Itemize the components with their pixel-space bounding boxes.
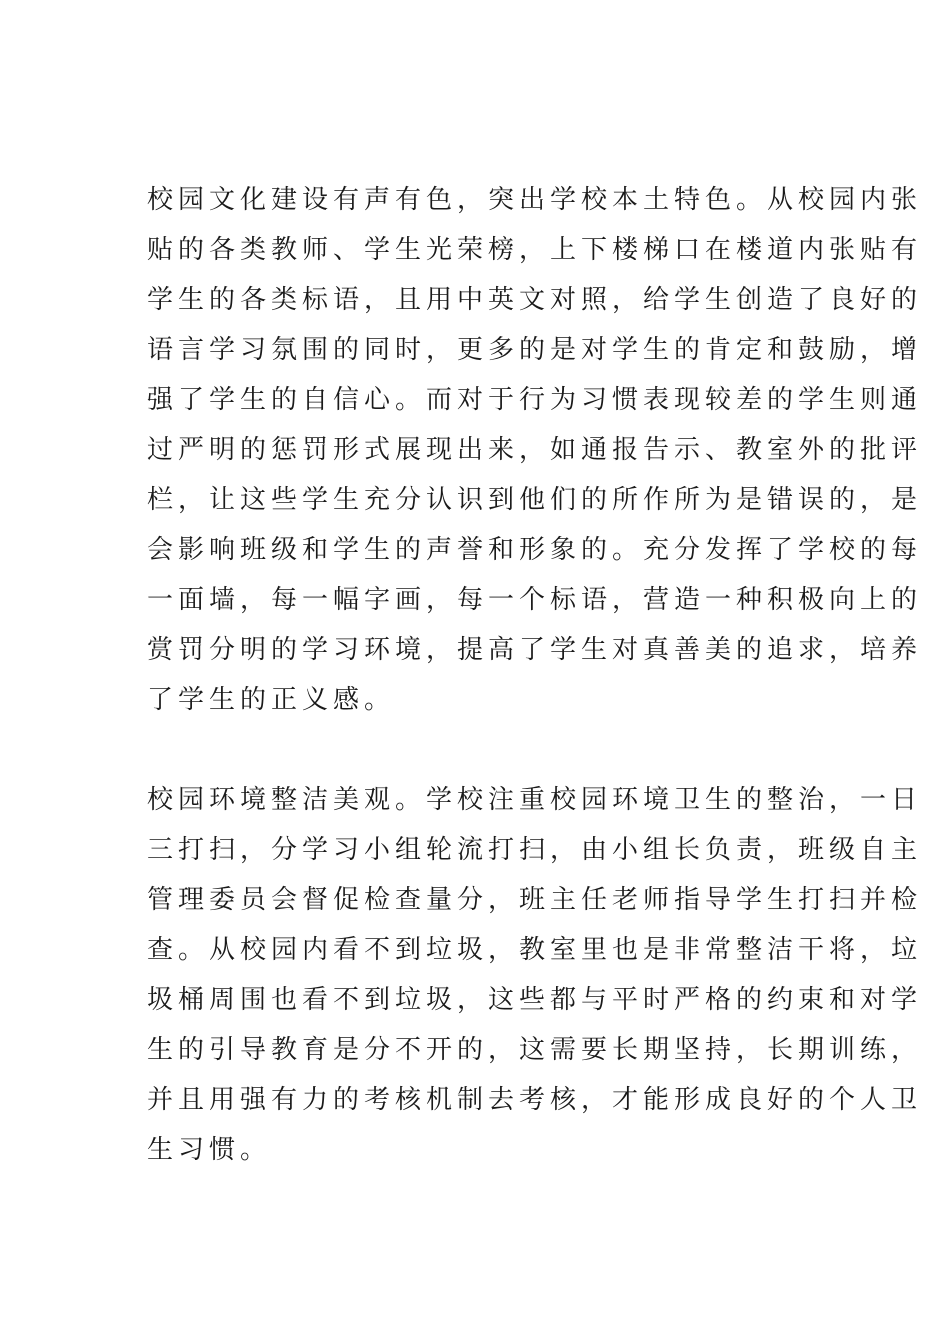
paragraph-1-line-2: 贴的各类教师、学生光荣榜，上下楼梯口在楼道内张贴有	[147, 235, 923, 265]
paragraph-1-line-1: 校园文化建设有声有色，突出学校本土特色。从校园内张	[147, 185, 923, 215]
paragraph-2-line-2: 三打扫，分学习小组轮流打扫，由小组长负责，班级自主	[147, 835, 923, 865]
paragraph-2-line-8: 生习惯。	[147, 1135, 272, 1165]
paragraph-2-line-7: 并且用强有力的考核机制去考核，才能形成良好的个人卫	[147, 1085, 923, 1115]
paragraph-1-line-11: 了学生的正义感。	[147, 685, 396, 715]
paragraph-2-line-1: 校园环境整洁美观。学校注重校园环境卫生的整治，一日	[147, 785, 923, 815]
paragraph-1-line-5: 强了学生的自信心。而对于行为习惯表现较差的学生则通	[147, 385, 923, 415]
paragraph-1-line-8: 会影响班级和学生的声誉和形象的。充分发挥了学校的每	[147, 535, 923, 565]
paragraph-1-line-9: 一面墙，每一幅字画，每一个标语，营造一种积极向上的	[147, 585, 923, 615]
paragraph-1-line-4: 语言学习氛围的同时，更多的是对学生的肯定和鼓励，增	[147, 335, 923, 365]
paragraph-1-line-3: 学生的各类标语，且用中英文对照，给学生创造了良好的	[147, 285, 923, 315]
paragraph-2-line-3: 管理委员会督促检查量分，班主任老师指导学生打扫并检	[147, 885, 923, 915]
paragraph-2-line-6: 生的引导教育是分不开的，这需要长期坚持，长期训练，	[147, 1035, 923, 1065]
paragraph-1-line-7: 栏，让这些学生充分认识到他们的所作所为是错误的，是	[147, 485, 923, 515]
paragraph-2-line-5: 圾桶周围也看不到垃圾，这些都与平时严格的约束和对学	[147, 985, 923, 1015]
paragraph-2-line-4: 查。从校园内看不到垃圾，教室里也是非常整洁干将，垃	[147, 935, 923, 965]
paragraph-1-line-10: 赏罚分明的学习环境，提高了学生对真善美的追求，培养	[147, 635, 923, 665]
paragraph-1-line-6: 过严明的惩罚形式展现出来，如通报告示、教室外的批评	[147, 435, 923, 465]
